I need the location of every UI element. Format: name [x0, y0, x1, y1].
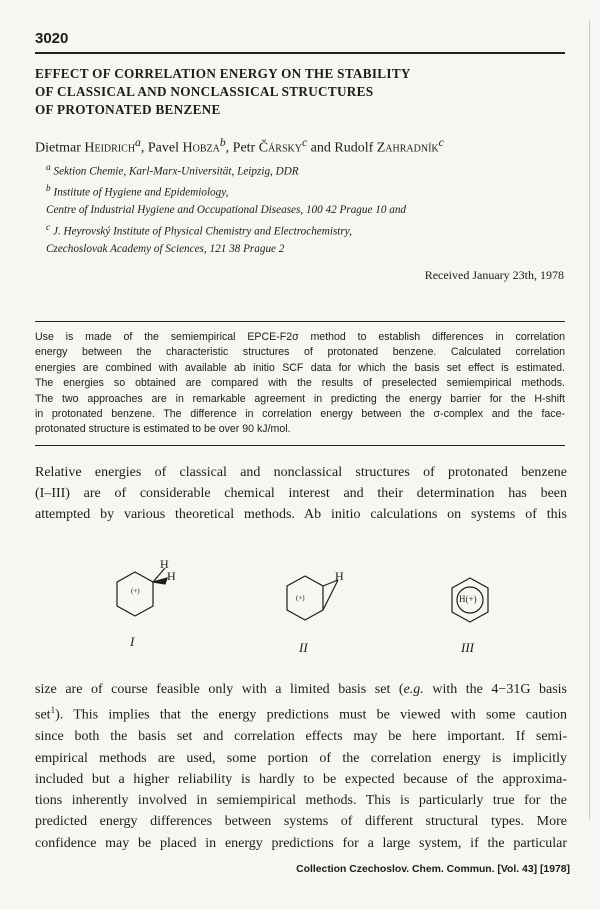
author-sup: a: [135, 136, 141, 149]
body-line: since both the basis set and correlation effects may be here important. If semi-: [35, 729, 567, 745]
body-line: predicted energy differences between systems of different structural types. More: [35, 814, 567, 830]
author-family: Čársky: [258, 140, 302, 156]
body-line: attempted by various theoretical methods. Ab initio calculations on systems of this: [35, 507, 567, 522]
affiliation-text: Sektion Chemie, Karl-Marx-Universität, Leipzig, DDR: [53, 165, 299, 178]
author-list: [35, 136, 444, 157]
author-family: Heidrich: [84, 140, 136, 156]
body-text-italic: e.g.: [403, 682, 424, 697]
body-line: [35, 700, 567, 726]
structures-figure: [95, 557, 515, 670]
structure-ii-label: II: [299, 640, 308, 655]
affiliation-sup: b: [46, 184, 51, 195]
abstract-line: in protonated benzene. The difference in correlation energy between the σ-complex and the face-: [35, 408, 565, 421]
structure-ii-h: H: [335, 569, 344, 583]
journal-footer: Collection Czechoslov. Chem. Commun. [Vol. 43] [1978]: [296, 864, 570, 875]
affiliation-sup: a: [46, 163, 51, 173]
abstract-line: The two approaches are in remarkable agreement in predicting the energy barrier for the H-shift: [35, 392, 565, 405]
citation-sup: 1: [50, 705, 56, 716]
abstract-line: energy between the characteristic structures of protonated benzene. Calculated correlation: [35, 346, 565, 359]
body-text: ). This implies that the energy predictions must be viewed with some caution: [55, 707, 567, 723]
author-sup: c: [438, 136, 444, 149]
affiliation-text: Czechoslovak Academy of Sciences, 121 38 Prague 2: [46, 242, 285, 255]
body-paragraph-1: [35, 462, 567, 525]
structure-i-h-top: H: [160, 557, 169, 571]
body-text: size are of course feasible only with a limited basis set (: [35, 682, 404, 697]
author-given: Pavel: [147, 140, 179, 156]
author-sep: and: [307, 140, 335, 156]
abstract-bottom-rule: [35, 445, 565, 446]
affiliation-line: [46, 160, 406, 181]
title-line: OF PROTONATED BENZENE: [35, 102, 221, 117]
body-text: with the 4−31G basis: [423, 682, 567, 697]
affiliation-text: J. Heyrovský Institute of Physical Chemistry and Electrochemistry,: [52, 225, 352, 238]
author-sep: ,: [140, 140, 148, 156]
structure-ii-charge: (+): [296, 594, 305, 602]
body-line: (I–III) are of considerable chemical interest and their determination has been: [35, 486, 567, 501]
author-family: Zahradník: [376, 140, 439, 156]
structure-iii-label: III: [461, 640, 474, 655]
received-date: Received January 23th, 1978: [424, 268, 564, 282]
affiliation-line: [46, 181, 406, 202]
abstract-top-rule: [35, 321, 565, 322]
body-line: confidence may be placed in energy predictions for a large system, if the particular: [35, 835, 567, 851]
article-title: [35, 65, 565, 119]
affiliation-text: Centre of Industrial Hygiene and Occupational Diseases, 100 42 Prague 10 and: [46, 204, 407, 217]
affiliation-line: [46, 202, 406, 219]
affiliation-line: [46, 220, 406, 241]
title-line: OF CLASSICAL AND NONCLASSICAL STRUCTURES: [35, 84, 374, 99]
body-line: empirical methods are used, some portion of the correlation energy is implicitly: [35, 750, 567, 766]
affiliation-text: Institute of Hygiene and Epidemiology,: [53, 186, 229, 199]
structure-iii-charge: H(+): [459, 594, 477, 604]
author-family: Hobza: [182, 140, 220, 156]
affiliations: [46, 160, 406, 258]
body-line: included but a higher reliability is hardly to be expected because of the approxima-: [35, 771, 567, 787]
abstract-line: Use is made of the semiempirical EPCE-F2σ method to establish differences in correlation: [35, 331, 565, 343]
body-paragraph-2: [35, 679, 567, 854]
structure-i-h-mid: H: [167, 569, 176, 583]
body-line: Relative energies of classical and nonclassical structures of protonated benzene: [35, 465, 567, 480]
abstract: [35, 330, 565, 438]
author-given: Dietmar: [35, 140, 81, 156]
author-given: Petr: [232, 140, 256, 156]
body-text: set: [35, 707, 51, 723]
author-sep: ,: [225, 140, 233, 156]
structure-ii-ring: [287, 576, 323, 620]
author-sup: b: [219, 136, 226, 149]
page-edge-line: [589, 20, 590, 820]
structure-i-charge: (+): [131, 587, 140, 595]
structure-i-label: I: [130, 634, 135, 649]
header-rule: [35, 52, 565, 54]
page-number: 3020: [35, 30, 69, 47]
affiliation-sup: c: [46, 222, 51, 233]
title-line: EFFECT OF CORRELATION ENERGY ON THE STABILITY: [35, 66, 411, 81]
body-line: tions inherently involved in semiempirical methods. This is particularly true for the: [35, 793, 567, 809]
abstract-line: energies are combined with available ab initio SCF data for which the basis set effect is estimated.: [35, 361, 565, 374]
abstract-line: The energies so obtained are compared with the results of preselected semiempirical methods.: [35, 377, 565, 390]
affiliation-line: [46, 241, 406, 258]
body-line: [35, 679, 567, 700]
author-sup: c: [301, 136, 308, 149]
author-given: Rudolf: [334, 140, 374, 156]
abstract-line: protonated structure is estimated to be over 90 kJ/mol.: [35, 423, 291, 436]
